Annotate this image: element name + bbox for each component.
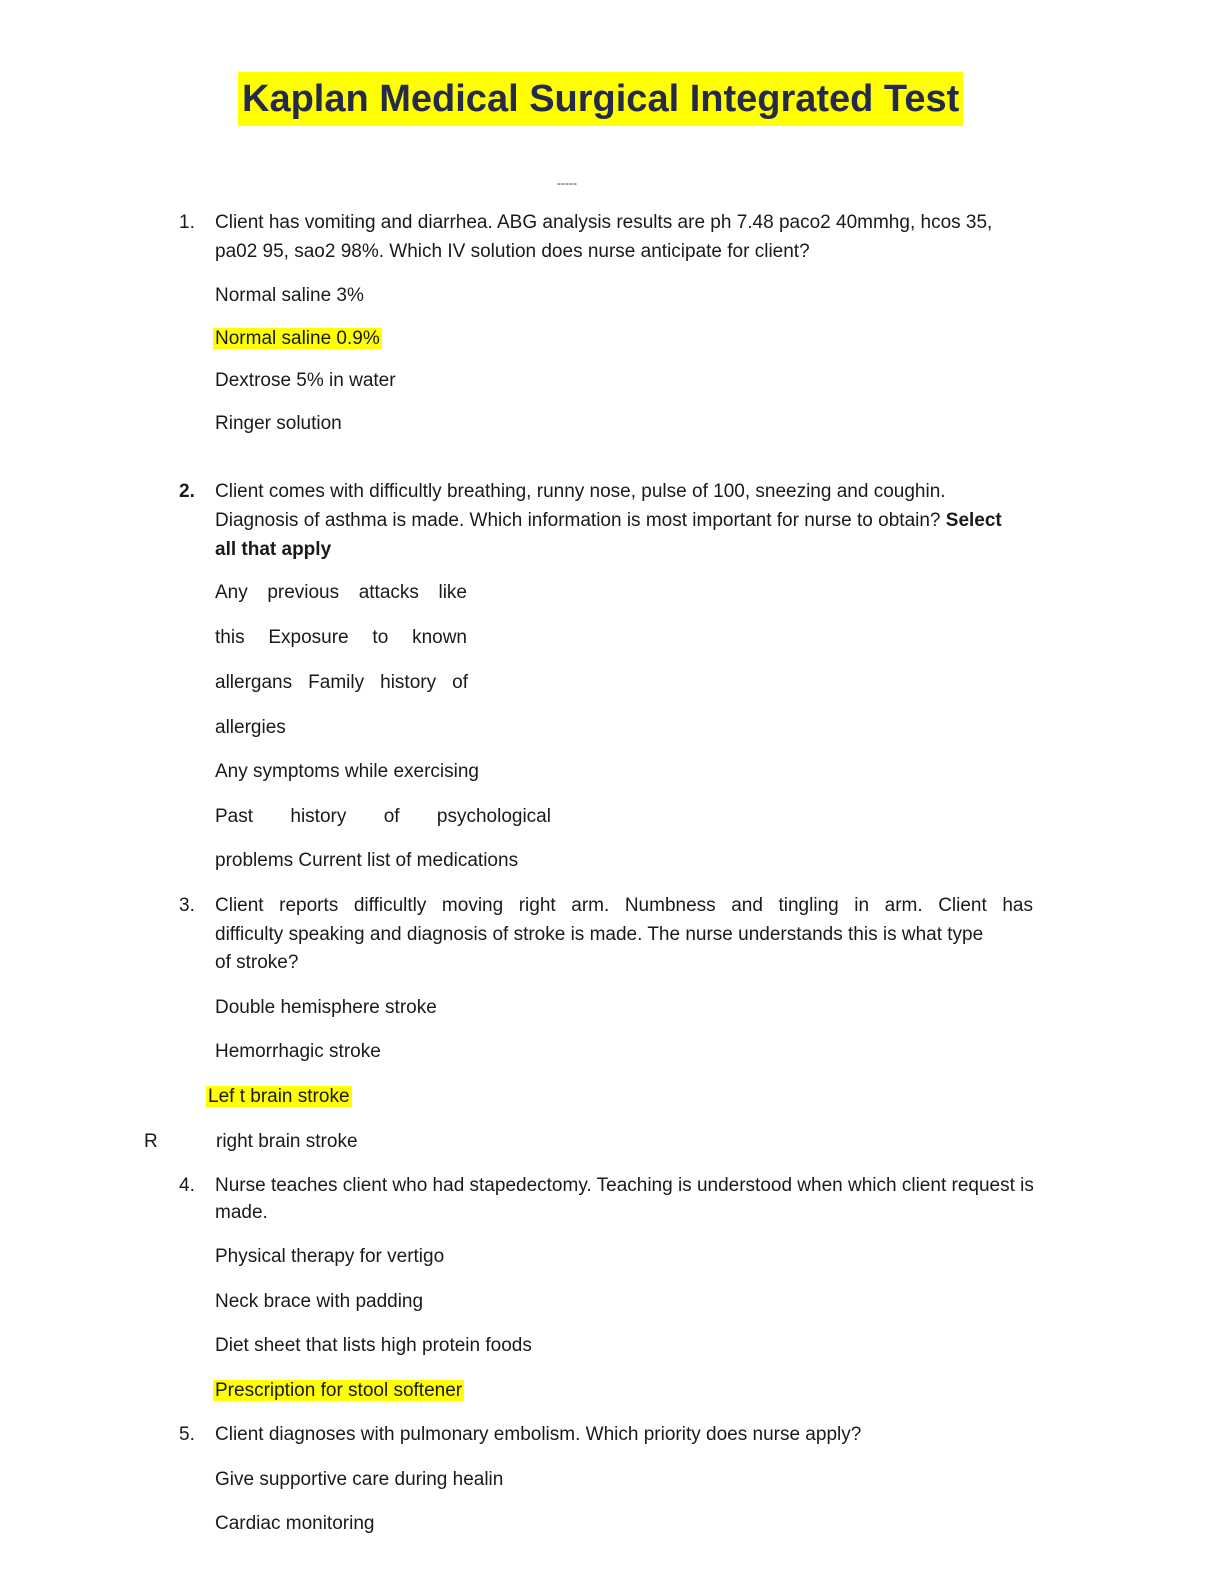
answer-option — [215, 579, 467, 607]
highlight: Prescription for stool softener — [215, 1380, 463, 1401]
answer-option: Double hemisphere stroke — [215, 997, 437, 1018]
question-word: difficultly — [353, 895, 427, 916]
option-word: known — [412, 627, 467, 648]
option-word: like — [438, 582, 467, 603]
question-word: tingling — [778, 895, 839, 916]
option-word: to — [372, 627, 389, 648]
question-text: made. — [215, 1202, 268, 1223]
question-text: of stroke? — [215, 952, 299, 973]
question-word: reports — [279, 895, 339, 916]
answer-option: Normal saline 3% — [215, 285, 364, 306]
option-word: Exposure — [268, 627, 349, 648]
question-number: 3. — [179, 895, 195, 916]
answer-option: Give supportive care during healin — [215, 1469, 504, 1490]
answer-option — [215, 803, 551, 831]
margin-mark: R — [144, 1131, 158, 1152]
question-word: moving — [441, 895, 504, 916]
answer-option — [215, 624, 467, 652]
option-word: psychological — [436, 806, 551, 827]
question-word: Numbness — [624, 895, 716, 916]
answer-option-highlighted — [206, 1083, 352, 1111]
option-word: of — [383, 806, 400, 827]
question-word: right — [518, 895, 556, 916]
separator: ----- — [557, 176, 577, 190]
option-word: Any — [215, 582, 248, 603]
question-text — [215, 892, 1033, 920]
question-number: 5. — [179, 1424, 195, 1445]
question-text: Client comes with difficultly breathing, runny nose, pulse of 100, sneezing and coughin. — [215, 481, 946, 502]
document-title: Kaplan Medical Surgical Integrated Test — [238, 72, 963, 126]
option-word: allergans — [215, 672, 293, 693]
option-word: of — [452, 672, 468, 693]
question-word: Client — [938, 895, 987, 916]
question-number: 4. — [179, 1175, 195, 1196]
option-word: history — [290, 806, 347, 827]
answer-option: Any symptoms while exercising — [215, 761, 479, 782]
answer-option-highlighted — [213, 325, 382, 353]
question-word: and — [731, 895, 763, 916]
option-word: previous — [267, 582, 340, 603]
option-word: this — [215, 627, 245, 648]
question-word: arm. — [571, 895, 610, 916]
question-text-part: Diagnosis of asthma is made. Which information is most important for nurse to obtain? — [215, 510, 941, 531]
question-text: Client has vomiting and diarrhea. ABG analysis results are ph 7.48 paco2 40mmhg, hcos 35, — [215, 212, 993, 233]
question-text: pa02 95, sao2 98%. Which IV solution does nurse anticipate for client? — [215, 241, 810, 262]
question-word: Client — [215, 895, 264, 916]
question-word: arm. — [884, 895, 923, 916]
answer-option: Neck brace with padding — [215, 1291, 424, 1312]
answer-option: Cardiac monitoring — [215, 1513, 375, 1534]
option-word: Family — [308, 672, 365, 693]
answer-option: right brain stroke — [216, 1131, 358, 1152]
question-number: 1. — [179, 212, 195, 233]
option-word: attacks — [358, 582, 419, 603]
answer-option: allergies — [215, 717, 286, 738]
answer-option: problems Current list of medications — [215, 850, 519, 871]
answer-option: Dextrose 5% in water — [215, 370, 396, 391]
option-word: history — [380, 672, 437, 693]
question-number: 2. — [179, 481, 195, 502]
answer-option: Ringer solution — [215, 413, 342, 434]
question-text — [215, 507, 1002, 535]
answer-option: Diet sheet that lists high protein foods — [215, 1335, 532, 1356]
answer-option: Hemorrhagic stroke — [215, 1041, 381, 1062]
highlight: Normal saline 0.9% — [215, 328, 380, 349]
question-text: Nurse teaches client who had stapedectomy. Teaching is understood when which client request is — [215, 1175, 1034, 1196]
question-word: has — [1002, 895, 1033, 916]
select-all-label: Select — [945, 510, 1002, 531]
select-all-label: all that apply — [215, 539, 332, 560]
question-word: in — [854, 895, 870, 916]
question-text: difficulty speaking and diagnosis of stroke is made. The nurse understands this is what type — [215, 924, 984, 945]
answer-option — [215, 669, 468, 697]
answer-option: Physical therapy for vertigo — [215, 1246, 445, 1267]
highlight: Lef t brain stroke — [208, 1086, 350, 1107]
answer-option-highlighted — [213, 1377, 464, 1405]
question-text: Client diagnoses with pulmonary embolism. Which priority does nurse apply? — [215, 1424, 862, 1445]
option-word: Past — [215, 806, 254, 827]
